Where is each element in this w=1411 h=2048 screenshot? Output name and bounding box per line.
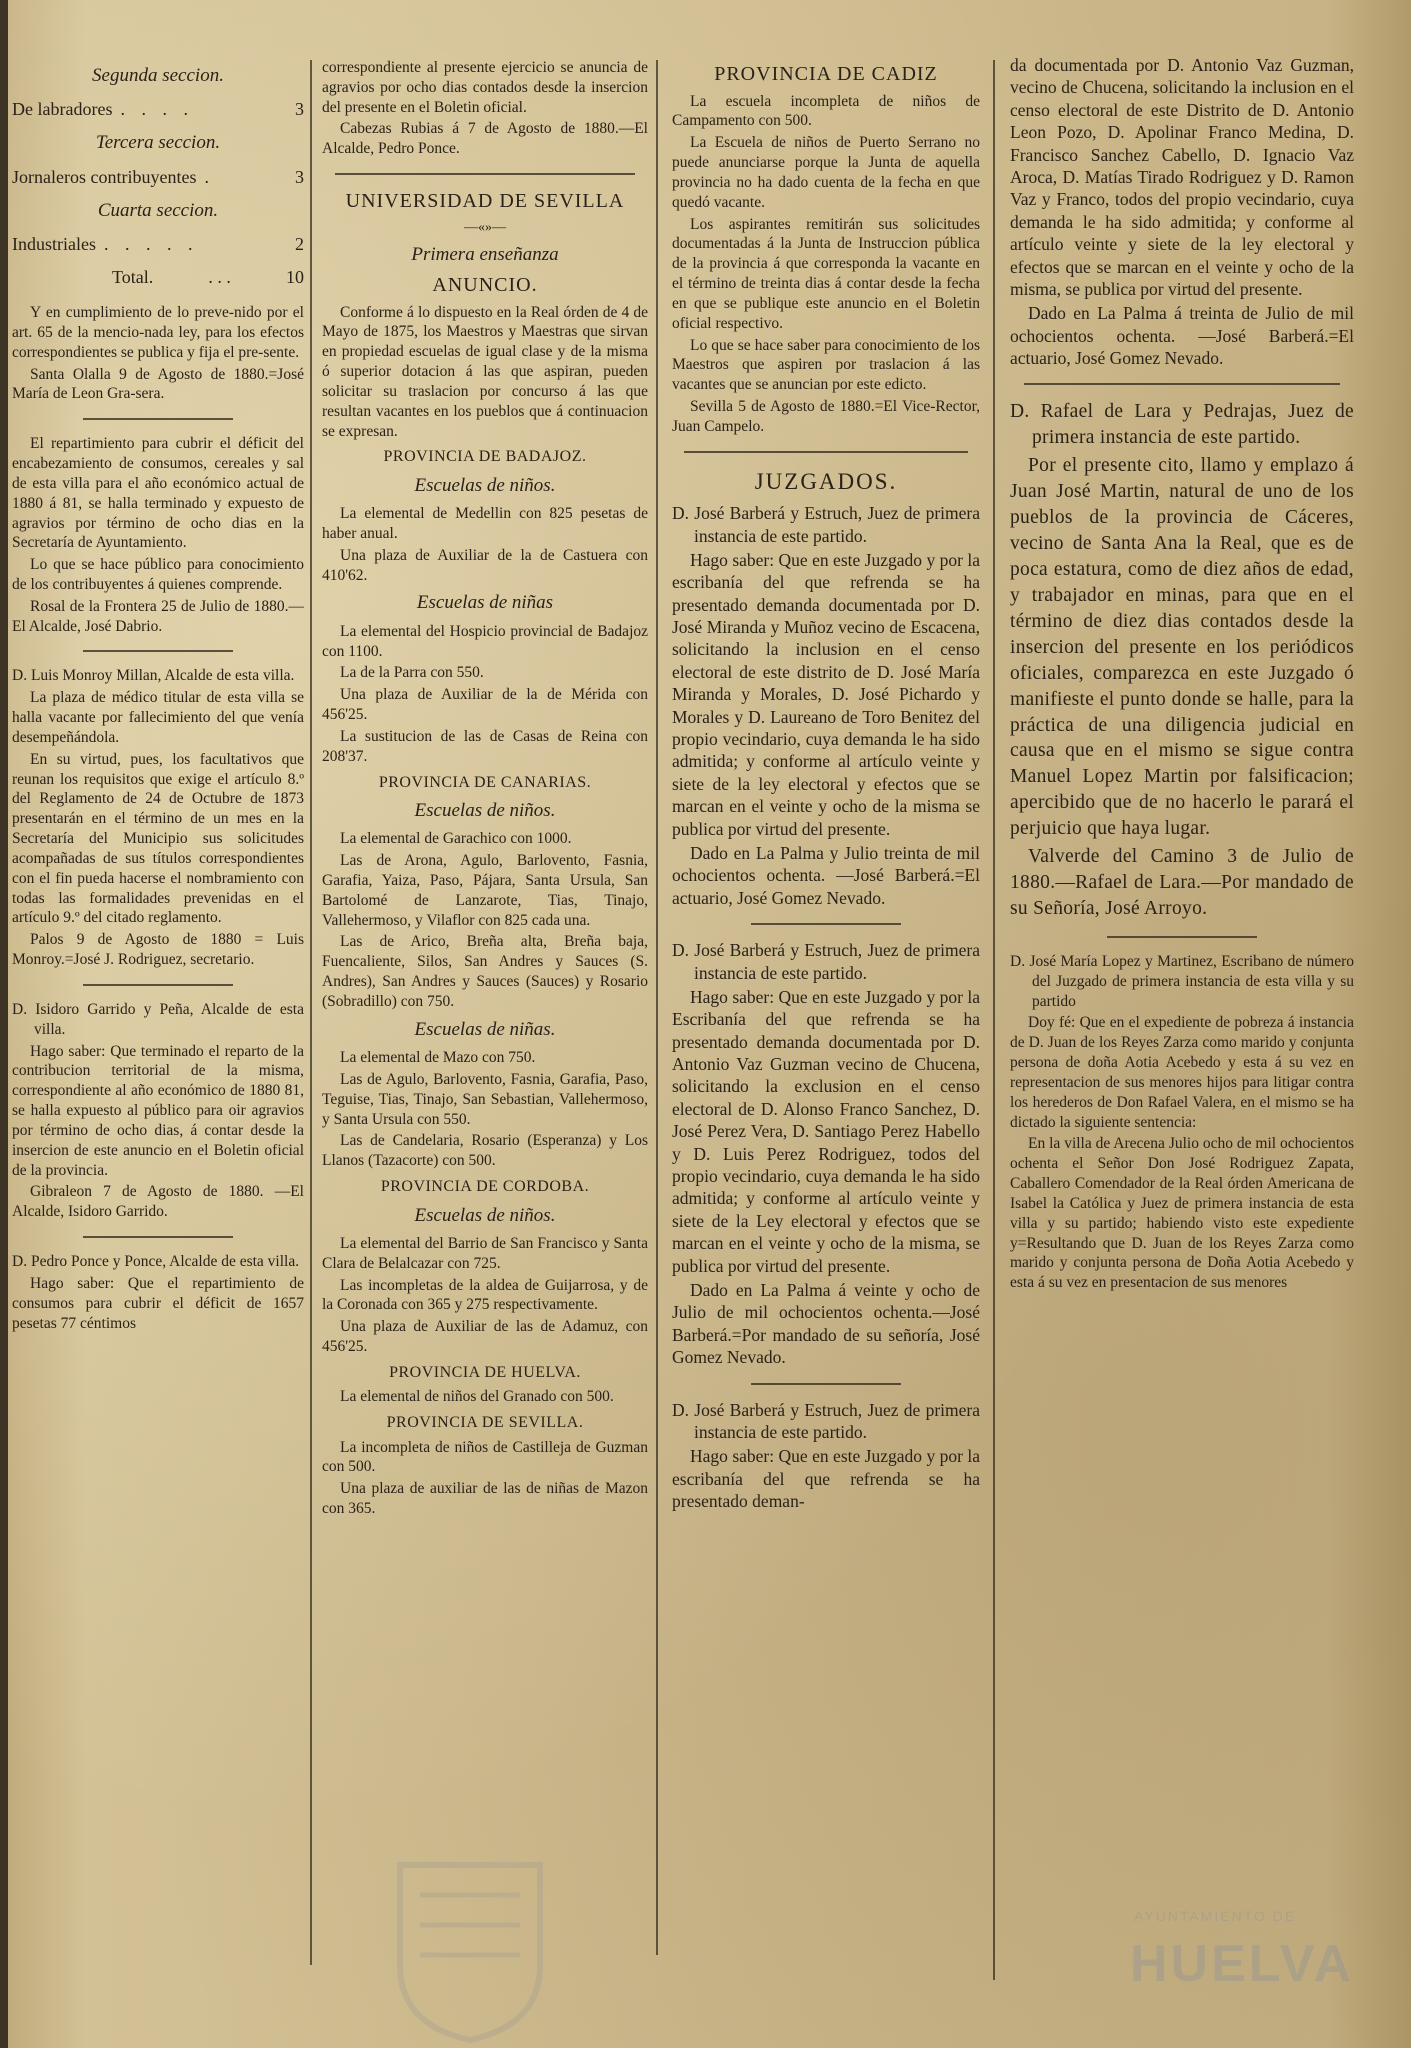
count-row-labradores — [12, 98, 304, 121]
separator-rule — [751, 923, 901, 925]
paragraph: Los aspirantes remitirán sus solicitudes documentadas á la Junta de Instruccion pública de la provincia á que corresponda la vacante en el término de treinta dias á contar desde la fecha en que se publique este anuncio en el Boletin oficial respectivo. — [672, 215, 980, 332]
list-item: La elemental de Mazo con 750. — [340, 1049, 536, 1067]
count-label: De labradores — [12, 99, 113, 120]
paragraph: En su virtud, pues, los facultativos que reunan los requisitos que exige el artículo 8.º del Reglamento de 24 de Octubre de 1873 presentarán en el término de un mes en la Secretaría del Municipio sus solicitudes acompañadas de sus títulos correspondientes con el fin pueda hacerse el nombramiento con todas las formalidades prevenidas en el artículo 9.º del citado reglamento. — [12, 750, 304, 927]
schools-heading: Escuelas de niñas. — [414, 1018, 556, 1040]
watermark-shield-icon — [390, 1855, 550, 2045]
paragraph: El repartimiento para cubrir el déficit del encabezamiento de consumos, cereales y sal de esta villa para el año económico actual de 1880 á 81, se halla terminado y expuesto de agravios por término de ocho dias en la Secretaría de Ayuntamiento. — [12, 435, 304, 552]
section-heading: Segunda seccion. — [92, 65, 224, 86]
column-divider-2 — [656, 60, 658, 1955]
separator-rule — [83, 1236, 233, 1238]
list-item: La sustitucion de las de Casas de Reina con 208'37. — [322, 727, 648, 765]
list-item: Las de Arona, Agulo, Barlovento, Fasnia, Garafia, Yaiza, Paso, Pájara, Santa Ursula, San Bartolomé de Lanzarote, Tias, Tinajo, Vallehermoso, y Vilaflor con 825 cada una. — [322, 852, 648, 929]
notice-header: D. José María Lopez y Martinez, Escribano de número del Juzgado de primera instancia de esta villa y su partido — [1010, 952, 1354, 1010]
leader-dots: . . . . . — [103, 234, 199, 254]
column-4 — [1010, 54, 1354, 2014]
province-heading: PROVINCIA DE CANARIAS. — [378, 773, 592, 791]
separator-rule — [83, 984, 233, 986]
column-divider-3 — [993, 60, 995, 1980]
paragraph: La plaza de médico titular de esta villa se halla vacante por fallecimiento del que venía desempeñándola. — [12, 689, 304, 746]
announcement-title: ANUNCIO. — [432, 273, 538, 296]
province-heading: PROVINCIA DE HUELVA. — [389, 1363, 581, 1381]
notice-header: D. Isidoro Garrido y Peña, Alcalde de esta villa. — [12, 1000, 304, 1038]
signature-line: Cabezas Rubias á 7 de Agosto de 1880.—El Alcalde, Pedro Ponce. — [322, 120, 648, 158]
total-value: 10 — [285, 267, 304, 288]
list-item: Las de Candelaria, Rosario (Esperanza) y Los Llanos (Tazacorte) con 500. — [322, 1132, 648, 1170]
list-item: Una plaza de Auxiliar de la de Castuera con 410'62. — [322, 546, 648, 584]
schools-heading: Escuelas de niños. — [414, 1204, 556, 1226]
watermark-caption: AYUNTAMIENTO DE — [1134, 1908, 1297, 1924]
paragraph: Hago saber: Que terminado el reparto de la contribucion territorial de la misma, correspondiente al año económico de 1880 81, se halla expuesto al público para oir agravios por término de ocho dias, á contar desde la insercion de este anuncio en el Boletin oficial de la provincia. — [12, 1042, 304, 1179]
list-item: La elemental del Hospicio provincial de Badajoz con 1100. — [322, 622, 648, 660]
separator-rule — [684, 451, 967, 453]
column-3 — [672, 56, 980, 2016]
separator-rule — [335, 173, 635, 175]
list-item: Una plaza de Auxiliar de la de Mérida con 456'25. — [322, 686, 648, 724]
separator-rule — [83, 650, 233, 652]
section-subtitle: Primera enseñanza — [411, 243, 559, 265]
paragraph: La Escuela de niños de Puerto Serrano no puede anunciarse porque la Junta de aquella provincia no ha dado cuenta de la fecha en que quedó vacante. — [672, 134, 980, 211]
list-item: Una plaza de auxiliar de las de niñas de Mazon con 365. — [322, 1480, 648, 1518]
paragraph: Lo que se hace saber para conocimiento de los Maestros que aspiren por traslacion á las vacantes que se anuncian por este edicto. — [672, 336, 980, 394]
count-value: 3 — [295, 99, 304, 120]
signature-line: Dado en La Palma á veinte y ocho de Julio de mil ochocientos ochenta.—José Barberá.=Por mandado de su señoría, José Gomez Nevado. — [672, 1280, 980, 1368]
list-item: La incompleta de niños de Castilleja de Guzman con 500. — [322, 1438, 648, 1476]
list-item: La de la Parra con 550. — [340, 664, 484, 682]
list-item: La elemental de Medellin con 825 pesetas de haber anual. — [322, 505, 648, 542]
total-label: Total. — [112, 267, 154, 288]
count-row-jornaleros — [12, 166, 304, 189]
signature-line: Santa Olalla 9 de Agosto de 1880.=José María de Leon Gra-sera. — [12, 365, 304, 403]
province-heading: PROVINCIA DE SEVILLA. — [386, 1414, 584, 1432]
separator-rule — [1107, 936, 1257, 938]
count-value: 3 — [295, 166, 304, 187]
notice-header: D. José Barberá y Estruch, Juez de primera instancia de este partido. — [672, 503, 980, 546]
paragraph: Hago saber: Que en este Juzgado y por la escribanía del que refrenda se ha presentado deman- — [672, 1446, 980, 1512]
paragraph: Hago saber: Que en este Juzgado y por la Escribanía del que refrenda se ha presentado demanda documentada por D. Antonio Vaz Guzman vecino de Chucena, solicitando la exclusion en el censo electoral de D. Alonso Franco Sanchez, D. José Perez Vera, D. Santiago Perez Habello y D. Luis Perez Rodriguez, todos del propio vecindario, cuya demanda le ha sido admitida; y conforme al artículo veinte y siete de la Ley electoral y efectos que se marcan en el veinte y ocho de la misma, se publica por virtud del presente. — [672, 986, 980, 1276]
list-item: Una plaza de Auxiliar de las de Adamuz, con 456'25. — [322, 1318, 648, 1355]
section-title-university: UNIVERSIDAD DE SEVILLA — [345, 190, 625, 213]
count-label: Jornaleros contribuyentes — [12, 166, 197, 187]
total-row — [12, 266, 304, 289]
notice-header: D. Rafael de Lara y Pedrajas, Juez de primera instancia de este partido. — [1010, 401, 1354, 449]
archive-watermark — [1130, 1900, 1370, 2010]
separator-rule — [1024, 383, 1340, 385]
paragraph: Por el presente cito, llamo y emplazo á Juan José Martin, natural de uno de los pueblos de la provincia de Cáceres, vecino de Santa Ana la Real, que es de poca estatura, como de diez años de edad, y trabajador en minas, para que en el término de diez dias contados desde la insercion del presente en los periódicos oficiales, comparezca en este Juzgado ó manifieste el punto donde se halle, para la práctica de una diligencia judicial en causa que en el mismo se sigue contra Manuel Lopez Martin por falsificacion; apercibido que de no hacerlo le parará el perjuicio que haya lugar. — [1010, 455, 1354, 840]
ornament: —«»— — [464, 219, 506, 235]
signature-line: Gibraleon 7 de Agosto de 1880. —El Alcalde, Isidoro Garrido. — [12, 1183, 304, 1221]
list-item: Las incompletas de la aldea de Guijarrosa, y de la Coronada con 365 y 275 respectivamente. — [322, 1276, 648, 1314]
column-2 — [322, 58, 648, 2018]
page-edge-shadow — [0, 0, 8, 2048]
leader-dots: . . . . — [120, 99, 194, 120]
list-item: La elemental de niños del Granado con 500. — [340, 1388, 614, 1406]
schools-heading: Escuelas de niños. — [414, 800, 556, 822]
notice-header: D. Pedro Ponce y Ponce, Alcalde de esta villa. — [12, 1253, 300, 1271]
paragraph: correspondiente al presente ejercicio se anuncia de agravios por ocho dias contados desde la insercion del presente en el Boletin oficial. — [322, 59, 648, 116]
list-item: Las de Agulo, Barlovento, Fasnia, Garafia, Paso, Teguise, Tias, Tinajo, San Sebastian, Vallehermoso, y Santa Ursula con 550. — [322, 1070, 648, 1128]
signature-line: Palos 9 de Agosto de 1880 = Luis Monroy.=José J. Rodriguez, secretario. — [12, 931, 304, 969]
separator-rule — [751, 1383, 901, 1385]
signature-line: Sevilla 5 de Agosto de 1880.=El Vice-Rector, Juan Campelo. — [672, 398, 980, 435]
count-row-industriales — [12, 233, 304, 256]
section-heading: Cuarta seccion. — [97, 199, 219, 221]
paragraph: Y en cumplimiento de lo preve-nido por el art. 65 de la mencio-nada ley, para los efectos correspondientes se publica y fija el pre-sente. — [12, 304, 304, 361]
signature-line: Dado en La Palma á treinta de Julio de mil ochocientos ochenta. —José Barberá.=El actuario, José Gomez Nevado. — [1010, 303, 1354, 369]
province-heading: PROVINCIA DE CORDOBA. — [380, 1178, 590, 1196]
list-item: La elemental del Barrio de San Francisco y Santa Clara de Belalcazar con 725. — [322, 1234, 648, 1272]
paragraph: da documentada por D. Antonio Vaz Guzman, vecino de Chucena, solicitando la inclusion en el censo electoral de este Distrito de D. Antonio Leon Pozo, D. Apolinar Franco Medina, D. Francisco Sanchez Cabello, D. Ignacio Vaz Aroca, D. Matías Tirado Rodriguez y D. Ramon Vaz y Franco, todos del propio vecindario, cuya demanda le ha sido admitida; y conforme al artículo veinte y siete de la ley electoral y efectos que se marcan en el veinte y ocho de la misma, se publica por virtud del presente. — [1010, 55, 1354, 299]
separator-rule — [83, 418, 233, 420]
section-title-juzgados: JUZGADOS. — [754, 468, 898, 494]
signature-line: Dado en La Palma y Julio treinta de mil ochocientos ochenta. —José Barberá.=El actuario, José Gomez Nevado. — [672, 842, 980, 908]
paragraph: En la villa de Arecena Julio ocho de mil ochocientos ochenta el Señor Don José Rodriguez Zapata, Caballero Comendador de la Real órden Americana de Isabel la Católica y Juez de primera instancia de esta villa y su partido; habiendo visto este expediente y=Resultando que D. Juan de los Reyes Zarza como marido y conjunta persona de Doña Aotia Acebedo y esta á su vez en presentacion de sus menores — [1010, 1135, 1354, 1292]
notice-header: D. José Barberá y Estruch, Juez de primera instancia de este partido. — [672, 940, 980, 983]
paragraph: Conforme á lo dispuesto en la Real órden de 4 de Mayo de 1875, los Maestros y Maestras que sirvan en propiedad escuelas de igual clase y de la misma ó superior dotacion á las que aspiran, pueden solicitar su traslacion por concurso á las que resultan vacantes en los pueblos que á continuacion se expresan. — [322, 303, 648, 440]
count-value: 2 — [295, 234, 304, 254]
province-heading: PROVINCIA DE CADIZ — [714, 63, 938, 85]
paragraph: Doy fé: Que en el expediente de pobreza á instancia de D. Juan de los Reyes Zarza como marido y conjunta persona de doña Aotia Acebedo y esta á su vez en representacion de sus menores hijos para litigar contra los herederos de Don Rafael Valera, en el mismo se ha dictado la siguiente sentencia: — [1010, 1014, 1354, 1131]
schools-heading: Escuelas de niños. — [414, 474, 556, 496]
column-divider-1 — [310, 60, 312, 1965]
paragraph: Lo que se hace público para conocimiento de los contribuyentes á quienes comprende. — [12, 556, 304, 593]
list-item: Las de Arico, Breña alta, Breña baja, Fuencaliente, Silos, San Andres y Sauces (S. Andres), San Andres y Sauces (Sauces) y Rosario (Sobradillo) con 750. — [322, 933, 648, 1010]
signature-line: Rosal de la Frontera 25 de Julio de 1880.—El Alcalde, José Dabrio. — [12, 597, 304, 635]
list-item: La escuela incompleta de niños de Campamento con 500. — [672, 92, 980, 130]
province-heading: PROVINCIA DE BADAJOZ. — [383, 448, 587, 466]
count-label: Industriales — [12, 234, 96, 254]
leader-dots: . . . — [208, 267, 231, 288]
notice-header: D. José Barberá y Estruch, Juez de primera instancia de este partido. — [672, 1399, 980, 1442]
leader-dots: . — [204, 166, 215, 187]
list-item: La elemental de Garachico con 1000. — [340, 830, 572, 848]
schools-heading: Escuelas de niñas — [416, 592, 554, 614]
column-1 — [12, 58, 304, 2018]
section-heading: Tercera seccion. — [95, 132, 221, 154]
signature-line: Valverde del Camino 3 de Julio de 1880.—Rafael de Lara.—Por mandado de su Señoría, José Arroyo. — [1010, 846, 1354, 919]
watermark-title: HUELVA — [1130, 1935, 1355, 1993]
paragraph: Hago saber: Que el repartimiento de consumos para cubrir el déficit de 1657 pesetas 77 céntimos — [12, 1274, 304, 1332]
notice-header: D. Luis Monroy Millan, Alcalde de esta villa. — [12, 667, 295, 685]
paragraph: Hago saber: Que en este Juzgado y por la escribanía del que refrenda se ha presentado demanda documentada por D. José Miranda y Muñoz vecino de Escacena, solicitando la inclusion en el censo electoral de este distrito de D. José María Miranda y Morales, D. José Pichardo y Morales y D. Laureano de Toro Benitez del propio vecindario, cuya demanda le ha sido admitida; y conforme al artículo veinte y siete de la ley electoral y efectos que se marcan en el veinte y ocho de la misma se publica por virtud del presente. — [672, 549, 980, 839]
